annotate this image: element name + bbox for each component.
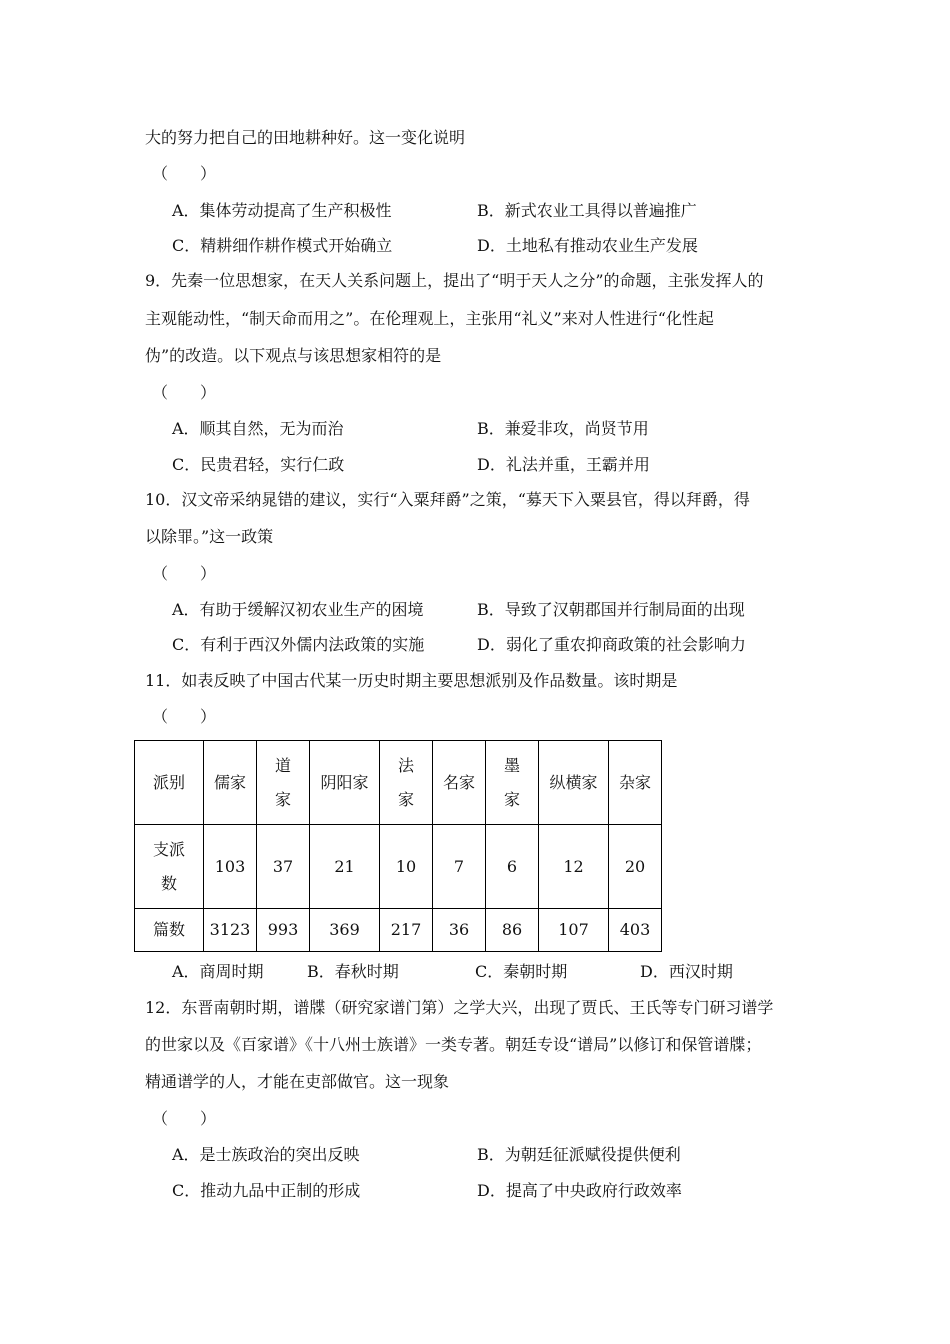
- q12-option-c: C．推动九品中正制的形成: [172, 1181, 361, 1200]
- table-cell: 纵横家: [539, 741, 609, 825]
- q11-option-d: D．西汉时期: [640, 962, 733, 981]
- table-cell: 217: [380, 909, 433, 952]
- q12-answer-paren: （ ）: [152, 1109, 217, 1128]
- q9-option-c: C．民贵君轻，实行仁政: [172, 455, 345, 474]
- table-header-row: [135, 741, 662, 825]
- table-cell: 杂家: [609, 741, 662, 825]
- q9-stem-line-2: 主观能动性，“制天命而用之”。在伦理观上，主张用“礼义”来对人性进行“化性起: [145, 309, 714, 328]
- table-cell-text: 支派数: [152, 839, 185, 893]
- q10-option-d: D．弱化了重农抑商政策的社会影响力: [477, 635, 746, 654]
- table-cell: 7: [433, 825, 486, 909]
- q10-option-c: C．有利于西汉外儒内法政策的实施: [172, 635, 425, 654]
- q9-option-d: D．礼法并重，王霸并用: [477, 455, 650, 474]
- q11-option-a: A．商周时期: [172, 962, 264, 981]
- table-cell: 20: [609, 825, 662, 909]
- table-cell: 86: [486, 909, 539, 952]
- q11-stem: 11．如表反映了中国古代某一历史时期主要思想派别及作品数量。该时期是: [145, 671, 678, 690]
- q8-option-a: A．集体劳动提高了生产积极性: [172, 201, 392, 220]
- q9-option-b: B．兼爱非攻，尚贤节用: [477, 419, 649, 438]
- table-cell: 派别: [135, 741, 204, 825]
- q12-stem-line-3: 精通谱学的人，才能在吏部做官。这一现象: [145, 1072, 450, 1091]
- table-row-articles: [135, 909, 662, 952]
- q12-stem-line-1: 12．东晋南朝时期，谱牒（研究家谱门第）之学大兴，出现了贾氏、王氏等专门研习谱学: [145, 998, 774, 1017]
- q12-option-a: A．是士族政治的突出反映: [172, 1145, 360, 1164]
- q11-option-b: B．春秋时期: [307, 962, 399, 981]
- table-cell: 369: [310, 909, 380, 952]
- q10-stem-line-2: 以除罪。”这一政策: [145, 527, 274, 546]
- q10-answer-paren: （ ）: [152, 564, 217, 583]
- table-cell-text: 道家: [274, 755, 291, 809]
- q8-option-c: C．精耕细作耕作模式开始确立: [172, 236, 393, 255]
- q9-option-a: A．顺其自然，无为而治: [172, 419, 344, 438]
- table-row-branches: [135, 825, 662, 909]
- table-cell: [380, 741, 433, 825]
- school-count-table: [134, 740, 662, 952]
- q9-answer-paren: （ ）: [152, 383, 217, 402]
- q8-stem: 大的努力把自己的田地耕种好。这一变化说明: [145, 128, 466, 147]
- q12-option-b: B．为朝廷征派赋役提供便利: [477, 1145, 681, 1164]
- table-cell: 12: [539, 825, 609, 909]
- table-cell: 107: [539, 909, 609, 952]
- q10-option-a: A．有助于缓解汉初农业生产的困境: [172, 600, 424, 619]
- q12-option-d: D．提高了中央政府行政效率: [477, 1181, 682, 1200]
- table-cell: 阴阳家: [310, 741, 380, 825]
- q11-answer-paren: （ ）: [152, 707, 217, 726]
- table-cell: 篇数: [135, 909, 204, 952]
- q9-stem-line-1: 9．先秦一位思想家，在天人关系问题上，提出了“明于天人之分”的命题，主张发挥人的: [145, 271, 764, 290]
- table-cell: 儒家: [204, 741, 257, 825]
- q10-option-b: B．导致了汉朝郡国并行制局面的出现: [477, 600, 745, 619]
- q9-stem-line-3: 伪”的改造。以下观点与该思想家相符的是: [145, 346, 442, 365]
- q12-stem-line-2: 的世家以及《百家谱》《十八州士族谱》一类专著。朝廷专设“谱局”以修订和保管谱牒；: [145, 1035, 762, 1054]
- table-cell: 3123: [204, 909, 257, 952]
- table-cell: 名家: [433, 741, 486, 825]
- table-cell: 6: [486, 825, 539, 909]
- table-cell: 403: [609, 909, 662, 952]
- q8-option-d: D．土地私有推动农业生产发展: [477, 236, 698, 255]
- table-cell: [486, 741, 539, 825]
- table-cell: 36: [433, 909, 486, 952]
- table-cell: 21: [310, 825, 380, 909]
- table-cell: 103: [204, 825, 257, 909]
- table-cell: 37: [257, 825, 310, 909]
- table-cell-text: 墨家: [503, 755, 520, 809]
- table-cell: [257, 741, 310, 825]
- q11-option-c: C．秦朝时期: [475, 962, 568, 981]
- table-cell-text: 法家: [397, 755, 414, 809]
- table-cell: 10: [380, 825, 433, 909]
- table-cell: [135, 825, 204, 909]
- q8-answer-paren: （ ）: [152, 164, 217, 183]
- q10-stem-line-1: 10．汉文帝采纳晁错的建议，实行“入粟拜爵”之策，“募天下入粟县官，得以拜爵，得: [145, 490, 750, 509]
- q8-option-b: B．新式农业工具得以普遍推广: [477, 201, 697, 220]
- table-cell: 993: [257, 909, 310, 952]
